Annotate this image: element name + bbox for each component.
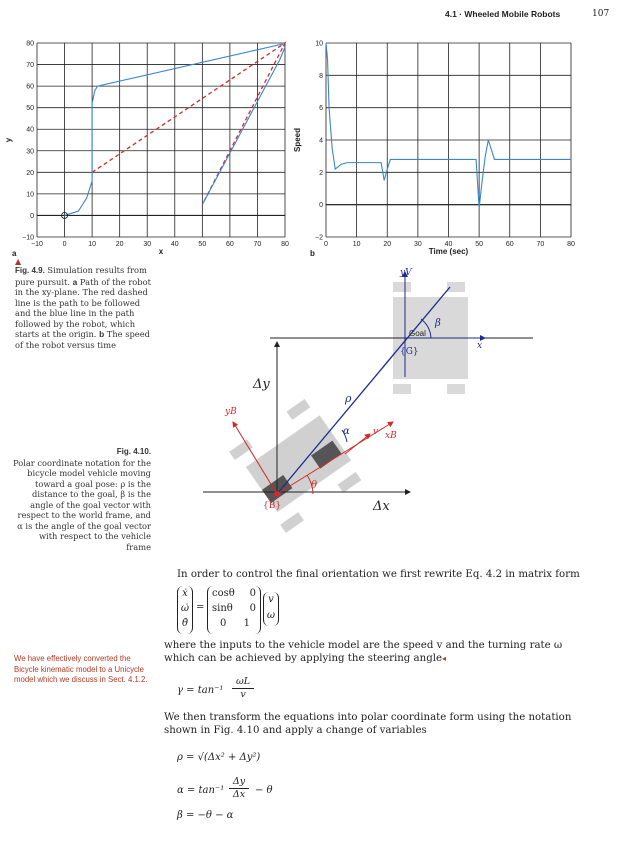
y-tick-label: 8: [319, 72, 323, 80]
x-tick-label: 0: [62, 241, 67, 248]
gamma-num: ωL: [232, 676, 254, 689]
page-number: 107: [592, 9, 610, 19]
x-tick-label: 10: [88, 241, 97, 248]
alpha-lhs: α = tan⁻¹: [177, 785, 225, 796]
fig49-text: Simulation results from pure pursuit.: [15, 265, 147, 287]
fig410-text: Polar coordinate notation for the bicycle model vehicle moving toward a goal pose: ρ is the distance to the goal, β is the angle of the goal vector with respect to the world frame, and α is the angle of the goal vector with respect to the vehicle frame: [12, 457, 151, 552]
state-derivative-vector: [177, 586, 193, 634]
theta-dot: θ̇: [181, 618, 189, 629]
velocity-label: v: [373, 427, 379, 437]
x-tick-label: 30: [413, 241, 422, 248]
panel-label: a: [12, 249, 17, 258]
gamma-den: v: [240, 689, 246, 700]
margin-note-marker-icon: ◂: [442, 654, 447, 663]
series-line: [92, 43, 285, 205]
x-tick-label: 70: [253, 241, 262, 248]
x-tick-label: 10: [352, 241, 361, 248]
x-tick-label: 70: [536, 241, 545, 248]
x-tick-label: 60: [505, 241, 514, 248]
goal-x-label: x: [477, 341, 483, 351]
fig410-title: Fig. 4.10.: [116, 447, 151, 456]
m12: 0: [249, 588, 256, 599]
theta-label: θ: [311, 480, 318, 491]
paragraph-1: In order to control the final orientation we first rewrite Eq. 4.2 in matrix form: [177, 569, 580, 580]
fig49-b: b: [99, 329, 105, 339]
panel-label: b: [310, 249, 315, 258]
rho-vector: [277, 287, 450, 494]
paragraph-2: [164, 639, 584, 665]
y-tick-label: 10: [315, 40, 323, 48]
paragraph-2-text: where the inputs to the vehicle model are the speed v and the turning rate ω which can be achieved by applying the steering angle: [164, 640, 563, 664]
alpha-den: Δx: [232, 789, 246, 800]
paragraph-3: We then transform the equations into polar coordinate form using the notation shown in Fig. 4.10 and apply a change of variables: [164, 712, 572, 736]
chart-b: [293, 34, 598, 260]
x-tick-label: 30: [143, 241, 152, 248]
y-tick-label: 70: [26, 62, 34, 70]
alpha-num: Δy: [229, 776, 249, 789]
fig49-title: Fig. 4.9.: [15, 266, 45, 275]
y-tick-label: 60: [26, 83, 34, 91]
y-tick-label: 6: [319, 105, 323, 113]
body-frame-label: {B}: [263, 501, 282, 511]
input-v: v: [268, 594, 274, 605]
transform-matrix: [207, 586, 261, 634]
x-tick-label: 40: [170, 241, 179, 248]
gamma-lhs: γ = tan⁻¹: [177, 685, 224, 696]
m22: 0: [249, 603, 256, 614]
beta-equation: β = −θ − α: [177, 810, 234, 821]
fig410-caption: [12, 447, 151, 552]
y-tick-label: 4: [319, 137, 323, 145]
alpha-tail: − θ: [255, 785, 273, 796]
matrix-equation: ẋ ω̇ θ̇ = cosθ 0 sinθ 0 0 1 v ω: [177, 586, 297, 636]
fig49-b-text: The speed of the robot versus time: [15, 329, 150, 350]
x-tick-label: 50: [198, 241, 207, 248]
y-tick-label: 40: [26, 126, 34, 134]
y-tick-label: 30: [26, 148, 34, 156]
x-tick-label: 20: [383, 241, 392, 248]
body-y-label: yB: [225, 407, 237, 417]
y-tick-label: 50: [26, 105, 34, 113]
y-tick-label: 10: [26, 191, 34, 199]
polar-diagram: [195, 262, 540, 522]
running-header: 4.1 · Wheeled Mobile Robots: [445, 9, 561, 19]
robot-vehicle: [229, 397, 364, 533]
m31: 0: [220, 618, 227, 629]
y-tick-label: −2: [315, 234, 323, 242]
x-tick-label: 40: [444, 241, 453, 248]
gamma-equation: [177, 676, 297, 706]
x-tick-label: 50: [475, 241, 484, 248]
input-omega: ω: [266, 610, 276, 621]
fig49-a-text: Path of the robot in the xy-plane. The red dashed line is the path to be followed and the blue line in the path followed by the robot, which starts at the origin.: [15, 276, 151, 339]
chart-a: [0, 34, 300, 260]
goal-y-label: yV: [400, 268, 412, 278]
y-tick-label: 0: [319, 202, 323, 210]
rho-label: ρ: [345, 392, 352, 405]
m21: sinθ: [212, 603, 233, 614]
x-tick-label: −10: [31, 241, 43, 248]
x-tick-label: 0: [324, 241, 328, 248]
x-tick-label: 80: [281, 241, 289, 248]
y-tick-label: 20: [26, 169, 34, 177]
goal-frame-label: {G}: [400, 347, 419, 357]
goal-label: Goal: [409, 329, 426, 338]
beta-label: β: [435, 318, 441, 329]
body-x-label: xB: [385, 431, 397, 441]
alpha-label: α: [343, 426, 350, 437]
y-tick-label: 80: [26, 40, 34, 48]
omega-dot: ω̇: [180, 603, 190, 614]
x-axis-label: Time (sec): [428, 247, 469, 256]
alpha-fraction: [229, 776, 249, 801]
m32: 1: [243, 618, 250, 629]
y-tick-label: −10: [22, 234, 34, 242]
velocity-vector: [345, 434, 370, 454]
delta-x-label: Δx: [373, 499, 390, 514]
delta-y-label: Δy: [253, 377, 270, 392]
y-axis-label: Speed: [293, 127, 302, 153]
rho-equation: ρ = √(Δx² + Δy²): [177, 752, 261, 763]
x-tick-label: 80: [567, 241, 575, 248]
input-vector: [263, 592, 279, 626]
x-tick-label: 60: [225, 241, 234, 248]
caption-marker-icon: ▲: [15, 257, 22, 266]
m11: cosθ: [212, 588, 235, 599]
fig49-caption: [15, 258, 155, 350]
y-axis-label: y: [4, 137, 13, 143]
alpha-equation: [177, 776, 317, 806]
fig49-a: a: [72, 276, 78, 287]
x-dot: ẋ: [182, 588, 188, 599]
y-tick-label: 2: [319, 169, 323, 177]
robot-origin: [274, 491, 280, 497]
gamma-fraction: [232, 676, 254, 701]
x-axis-label: x: [158, 247, 164, 256]
margin-note: We have effectively converted the Bicycle kinematic model to a Unicycle model which we discuss in Sect. 4.1.2.: [14, 654, 148, 684]
y-tick-label: 0: [30, 212, 34, 220]
x-tick-label: 20: [115, 241, 124, 248]
